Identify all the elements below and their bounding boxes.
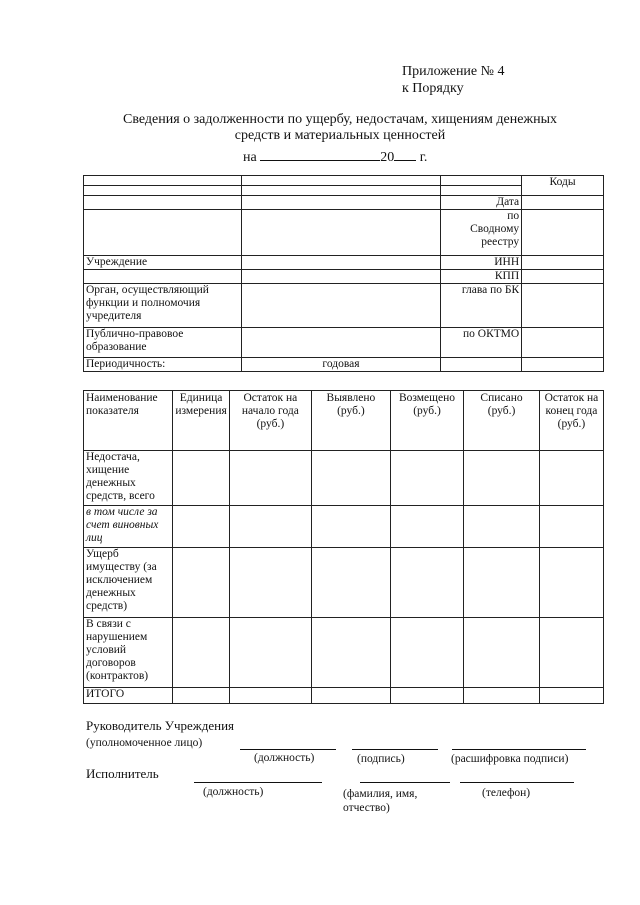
- data-cell[interactable]: [390, 506, 463, 548]
- date-suffix: г.: [419, 150, 428, 165]
- exec-position-caption: (должность): [203, 786, 264, 798]
- data-cell[interactable]: [311, 451, 390, 506]
- executor-name-line[interactable]: [360, 782, 450, 783]
- institution-value[interactable]: [241, 256, 440, 270]
- data-cell[interactable]: [229, 618, 311, 688]
- data-cell[interactable]: [229, 548, 311, 618]
- data-cell[interactable]: [539, 506, 603, 548]
- column-header: Остаток на конец года (руб.): [539, 391, 603, 451]
- header-cell: [84, 210, 242, 256]
- report-date-line: [243, 146, 427, 166]
- periodicity-label: Периодичность:: [84, 358, 242, 372]
- signature-caption: (подпись): [357, 753, 405, 765]
- header-cell: [241, 196, 440, 210]
- executor-phone-line[interactable]: [460, 782, 574, 783]
- institution-label: Учреждение: [84, 256, 242, 270]
- data-cell[interactable]: [464, 548, 540, 618]
- executor-label: Исполнитель: [86, 766, 159, 781]
- bk-code-cell[interactable]: [522, 284, 604, 328]
- data-cell[interactable]: [173, 548, 229, 618]
- header-table: [83, 175, 604, 372]
- head-decoding-line[interactable]: [452, 749, 586, 750]
- table-row: [84, 451, 604, 506]
- periodicity-value: годовая: [241, 358, 440, 372]
- date-prefix: на: [243, 150, 257, 165]
- date-year: 20: [380, 150, 395, 165]
- column-header: Выявлено (руб.): [311, 391, 390, 451]
- founder-label: Орган, осуществляющий функции и полномочия учредителя: [84, 284, 242, 328]
- column-header: Наименование показателя: [84, 391, 173, 451]
- column-header: Списано (руб.): [464, 391, 540, 451]
- head-label: Руководитель Учреждения: [86, 718, 235, 733]
- registry-code-cell[interactable]: [522, 210, 604, 256]
- data-cell[interactable]: [464, 688, 540, 704]
- data-cell[interactable]: [390, 688, 463, 704]
- founder-value[interactable]: [241, 284, 440, 328]
- header-cell: [84, 270, 242, 284]
- row-name: в том числе за счет виновных лиц: [84, 506, 173, 548]
- inn-code-cell[interactable]: [522, 256, 604, 270]
- executor-position-line[interactable]: [194, 782, 322, 783]
- table-row: [84, 688, 604, 704]
- kpp-code-cell[interactable]: [522, 270, 604, 284]
- data-cell[interactable]: [229, 451, 311, 506]
- data-cell[interactable]: [229, 688, 311, 704]
- title-line2: средств и материальных ценностей: [234, 128, 446, 143]
- appendix-line1: Приложение № 4: [402, 64, 505, 79]
- head-signature-line[interactable]: [352, 749, 438, 750]
- decoding-caption: (расшифровка подписи): [451, 753, 569, 765]
- data-cell[interactable]: [464, 618, 540, 688]
- authorized-label: (уполномоченное лицо): [86, 737, 203, 749]
- data-cell[interactable]: [173, 451, 229, 506]
- total-label: ИТОГО: [84, 688, 173, 704]
- header-cell: [84, 186, 242, 196]
- data-cell[interactable]: [173, 506, 229, 548]
- inn-label: ИНН: [441, 256, 522, 270]
- date-label: Дата: [441, 196, 522, 210]
- data-cell[interactable]: [539, 548, 603, 618]
- header-cell: [241, 186, 440, 196]
- codes-header: Коды: [522, 176, 604, 196]
- table-row: [84, 618, 604, 688]
- kpp-label: КПП: [441, 270, 522, 284]
- oktmo-label: по ОКТМО: [441, 328, 522, 358]
- table-row: [84, 548, 604, 618]
- header-cell: [441, 176, 522, 186]
- head-position-line[interactable]: [240, 749, 336, 750]
- data-cell[interactable]: [539, 451, 603, 506]
- registry-label: по Сводному реестру: [441, 210, 522, 256]
- appendix-note: [402, 63, 505, 97]
- header-cell: [84, 176, 242, 186]
- public-entity-label: Публично-правовое образование: [84, 328, 242, 358]
- data-cell[interactable]: [311, 688, 390, 704]
- position-caption: (должность): [254, 752, 315, 764]
- header-cell: [522, 358, 604, 372]
- header-cell: [241, 176, 440, 186]
- data-cell[interactable]: [311, 506, 390, 548]
- debt-table: [83, 390, 604, 704]
- public-entity-value[interactable]: [241, 328, 440, 358]
- row-name: Недостача, хищение денежных средств, всего: [84, 451, 173, 506]
- header-cell: [441, 358, 522, 372]
- data-cell[interactable]: [173, 618, 229, 688]
- column-header: Единица измерения: [173, 391, 229, 451]
- data-cell[interactable]: [311, 618, 390, 688]
- header-cell: [241, 270, 440, 284]
- row-name: В связи с нарушением условий договоров (контрактов): [84, 618, 173, 688]
- document-title: [90, 112, 590, 144]
- data-cell[interactable]: [311, 548, 390, 618]
- data-cell[interactable]: [539, 618, 603, 688]
- data-cell[interactable]: [229, 506, 311, 548]
- header-cell: [441, 186, 522, 196]
- column-header: Возмещено (руб.): [390, 391, 463, 451]
- header-cell: [84, 196, 242, 210]
- data-cell[interactable]: [390, 451, 463, 506]
- column-header: Остаток на начало года (руб.): [229, 391, 311, 451]
- bk-chapter-label: глава по БК: [441, 284, 522, 328]
- data-cell[interactable]: [390, 548, 463, 618]
- header-cell: [241, 210, 440, 256]
- data-cell[interactable]: [539, 688, 603, 704]
- table-row: [84, 506, 604, 548]
- oktmo-code-cell[interactable]: [522, 328, 604, 358]
- data-cell[interactable]: [464, 506, 540, 548]
- date-code-cell[interactable]: [522, 196, 604, 210]
- row-name: Ущерб имуществу (за исключением денежных средств): [84, 548, 173, 618]
- exec-phone-caption: (телефон): [482, 787, 531, 799]
- appendix-line2: к Порядку: [402, 81, 464, 96]
- exec-name-caption: (фамилия, имя, отчество): [343, 788, 418, 814]
- data-cell[interactable]: [464, 451, 540, 506]
- data-cell[interactable]: [390, 618, 463, 688]
- title-line1: Сведения о задолженности по ущербу, недостачам, хищениям денежных: [122, 112, 557, 127]
- date-blank[interactable]: [260, 146, 380, 161]
- data-cell[interactable]: [173, 688, 229, 704]
- year-blank[interactable]: [394, 146, 416, 161]
